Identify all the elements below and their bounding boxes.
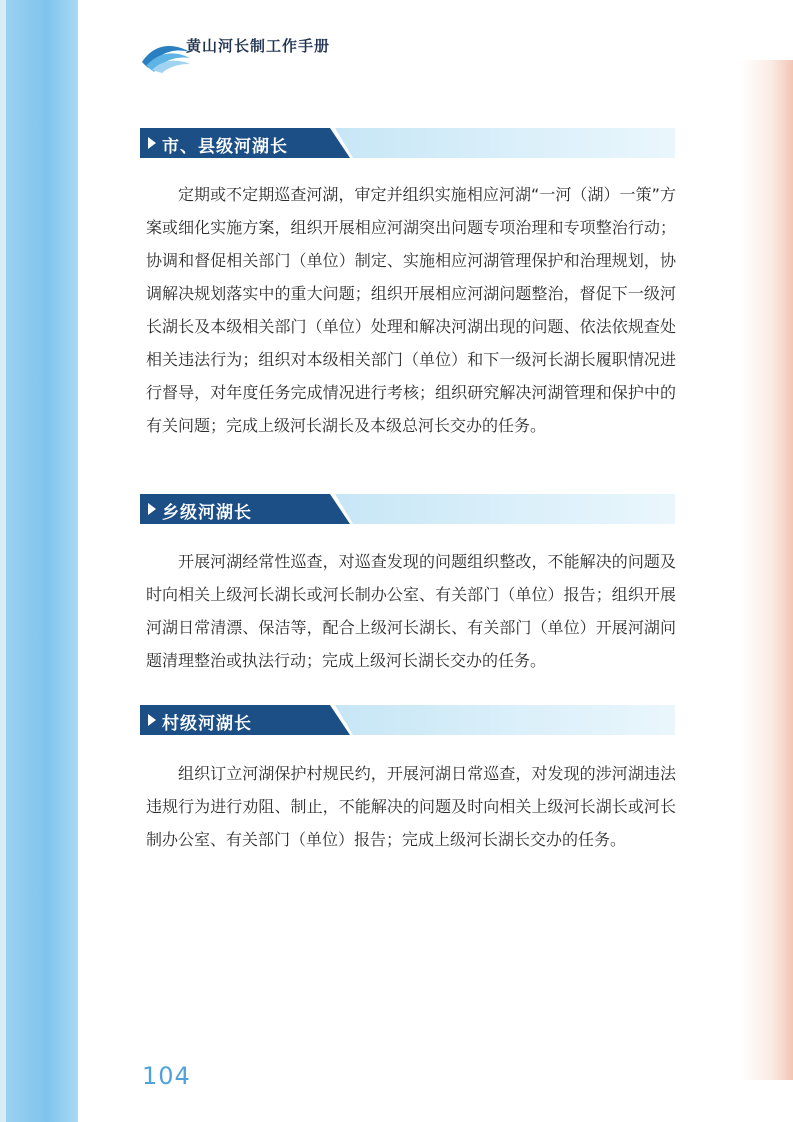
heading-bar-light-band: [335, 494, 675, 524]
triangle-arrow-icon: [148, 714, 156, 726]
heading-bar-light-band: [335, 705, 675, 735]
left-strip-edge: [0, 0, 6, 1122]
section-heading-bar: [140, 494, 675, 524]
section-heading-bar: [140, 128, 675, 158]
section-title: 村级河湖长: [162, 714, 252, 734]
section-paragraph: 定期或不定期巡查河湖，审定并组织实施相应河湖“一河（湖）一策”方案或细化实施方案，组织开展相应河湖突出问题专项治理和专项整治行动；协调和督促相关部门（单位）制定、实施相应河湖管理保护和治理规划，协调解决规划落实中的重大问题；组织开展相应河湖问题整治，督促下一级河长湖长及本级相关部门（单位）处理和解决河湖出现的问题、依法依规查处相关违法行为；组织对本级相关部门（单位）和下一级河长湖长履职情况进行督导，对年度任务完成情况进行考核；组织研究解决河湖管理和保护中的有关问题；完成上级河长湖长及本级总河长交办的任务。: [146, 185, 676, 435]
page-number: 104: [142, 1062, 191, 1090]
section-title: 乡级河湖长: [162, 503, 252, 523]
left-color-strip: [0, 0, 78, 1122]
triangle-arrow-icon: [148, 503, 156, 515]
header-title: 黄山河长制工作手册: [186, 37, 331, 55]
section-paragraph: 组织订立河湖保护村规民约，开展河湖日常巡查，对发现的涉河湖违法违规行为进行劝阻、制止，不能解决的问题及时向相关上级河长湖长或河长制办公室、有关部门（单位）报告；完成上级河长湖长交办的任务。: [146, 764, 676, 849]
section-heading-bar: [140, 705, 675, 735]
heading-bar-light-band: [335, 128, 675, 158]
running-header: [140, 26, 500, 82]
section-title: 市、县级河湖长: [162, 137, 288, 157]
right-page-edge: [741, 60, 793, 1080]
section-paragraph: 开展河湖经常性巡查，对巡查发现的问题组织整改，不能解决的问题及时向相关上级河长湖长或河长制办公室、有关部门（单位）报告；组织开展河湖日常清漂、保洁等，配合上级河长湖长、有关部门（单位）开展河湖问题清理整治或执法行动；完成上级河长湖长交办的任务。: [146, 552, 676, 670]
wave-logo-icon: [140, 40, 192, 74]
triangle-arrow-icon: [148, 137, 156, 149]
